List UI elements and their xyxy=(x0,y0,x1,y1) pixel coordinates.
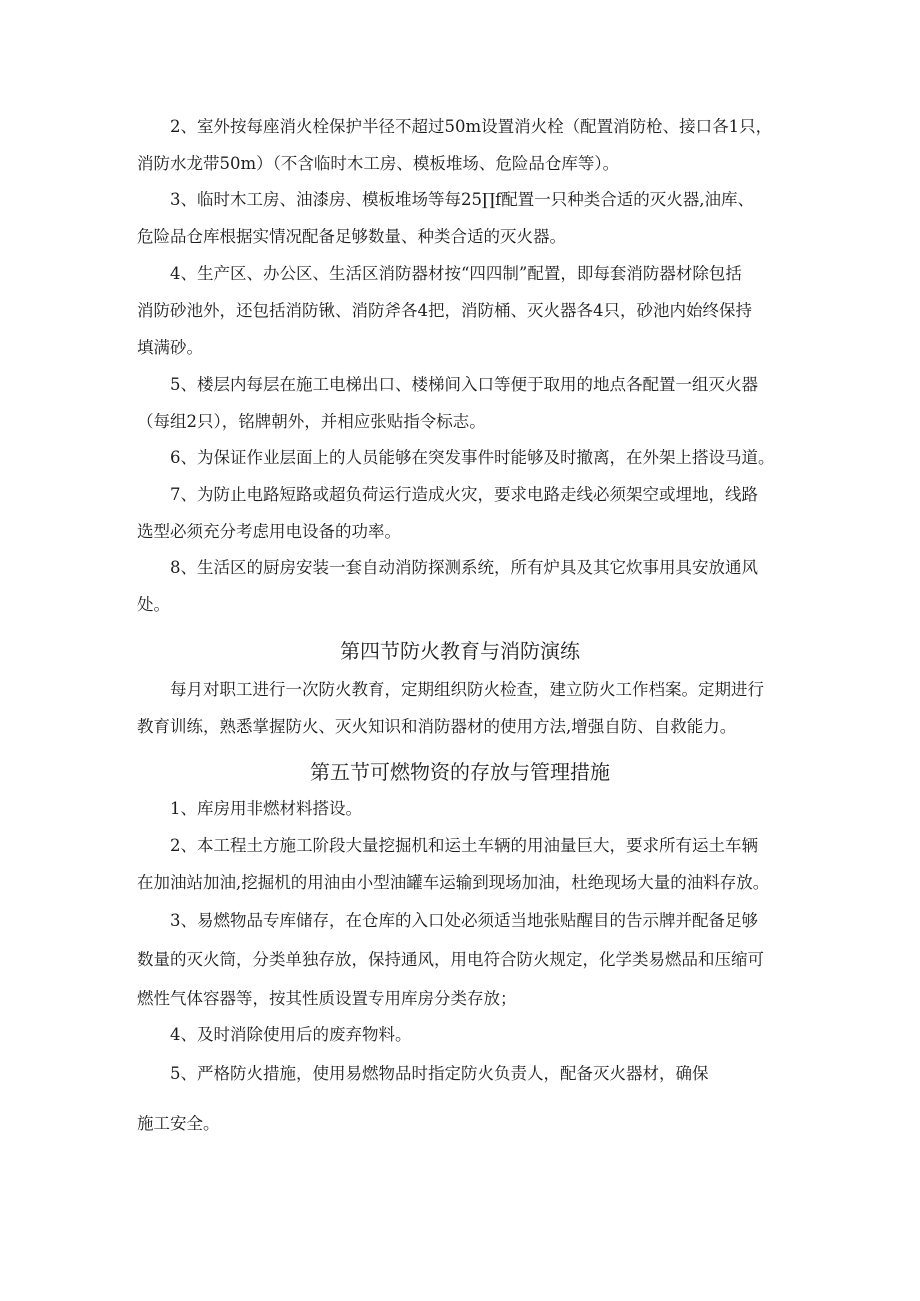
text-line: 施工安全。 xyxy=(137,1114,220,1133)
text-line: 处。 xyxy=(137,595,170,614)
fire-equipment-item-2 xyxy=(137,108,793,182)
storage-item-5 xyxy=(137,1055,793,1092)
text-line: 教育训练，熟悉掌握防火、灭火知识和消防器材的使用方法,增强自防、自救能力。 xyxy=(137,717,737,736)
text-line: 在加油站加油,挖掘机的用油由小型油罐车运输到现场加油，杜绝现场大量的油料存放。 xyxy=(137,873,770,892)
fire-equipment-item-5 xyxy=(137,366,793,440)
text-line: 3、临时木工房、油漆房、模板堆场等每25∏f配置一只种类合适的灭火器,油库、 xyxy=(170,190,754,209)
storage-item-4 xyxy=(137,1016,793,1053)
text-line: 选型必须充分考虑用电设备的功率。 xyxy=(137,522,401,541)
text-line: 6、为保证作业层面上的人员能够在突发事件时能够及时撤离，在外架上搭设马道。 xyxy=(170,448,775,467)
fire-equipment-item-4 xyxy=(137,255,793,366)
text-line: 3、易燃物品专库储存，在仓库的入口处必须适当地张贴醒目的告示牌并配备足够 xyxy=(170,911,758,930)
text-line: 4、生产区、办公区、生活区消防器材按“四四制”配置，即每套消防器材除包括 xyxy=(170,264,742,283)
text-line: 4、及时消除使用后的废弃物料。 xyxy=(170,1025,412,1044)
text-line: 危险品仓库根据实情况配备足够数量、种类合适的灭火器。 xyxy=(137,227,566,246)
text-line: 消防水龙带50m）（不含临时木工房、模板堆场、危险品仓库等）。 xyxy=(137,154,620,173)
fire-equipment-item-6 xyxy=(137,439,793,476)
text-line: 填满砂。 xyxy=(137,338,203,357)
fire-equipment-item-7 xyxy=(137,476,793,550)
text-line: 5、楼层内每层在施工电梯出口、楼梯间入口等便于取用的地点各配置一组灭火器 xyxy=(170,375,758,394)
text-line: 5、严格防火措施，使用易燃物品时指定防火负责人，配备灭火器材，确保 xyxy=(170,1064,709,1083)
text-line: 2、本工程土方施工阶段大量挖掘机和运土车辆的用油量巨大，要求所有运土车辆 xyxy=(170,836,758,855)
text-line: 7、为防止电路短路或超负荷运行造成火灾，要求电路走线必须架空或埋地，线路 xyxy=(170,485,758,504)
storage-item-3 xyxy=(137,901,793,1018)
text-line: 燃性气体容器等，按其性质设置专用库房分类存放； xyxy=(137,989,517,1008)
section-5-title: 第五节可燃物资的存放与管理措施 xyxy=(310,760,610,784)
text-line: 每月对职工进行一次防火教育，定期组织防火检查，建立防火工作档案。定期进行 xyxy=(170,680,764,699)
fire-equipment-item-3 xyxy=(137,181,793,255)
storage-item-1 xyxy=(137,790,793,827)
text-line: （每组2只），铭牌朝外，并相应张贴指令标志。 xyxy=(137,412,486,431)
text-line: 消防砂池外，还包括消防锹、消防斧各4把，消防桶、灭火器各4只，砂池内始终保持 xyxy=(137,301,752,320)
section-4-title: 第四节防火教育与消防演练 xyxy=(340,639,580,663)
text-line: 1、库房用非燃材料搭设。 xyxy=(170,799,362,818)
storage-item-5-continuation xyxy=(137,1105,793,1142)
text-line: 8、生活区的厨房安装一套自动消防探测系统，所有炉具及其它炊事用具安放通风 xyxy=(170,558,758,577)
text-line: 数量的灭火筒，分类单独存放，保持通风，用电符合防火规定，化学类易燃品和压缩可 xyxy=(137,950,764,969)
storage-item-2 xyxy=(137,827,793,901)
fire-equipment-item-8 xyxy=(137,549,793,623)
section-4-body xyxy=(137,671,793,745)
text-line: 2、室外按每座消火栓保护半径不超过50m设置消火栓（配置消防枪、接口各1只， xyxy=(170,117,773,136)
